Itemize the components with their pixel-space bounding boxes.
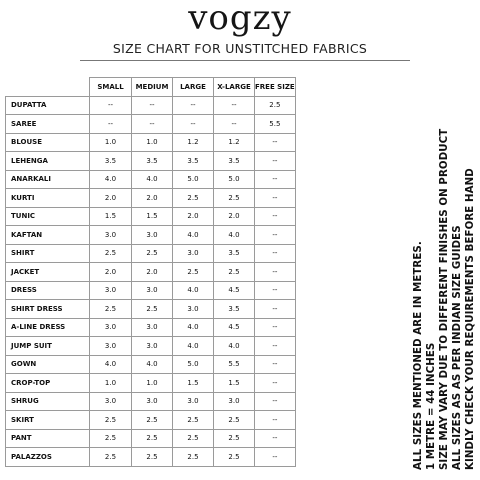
table-row	[6, 300, 296, 319]
table-cell: 2.5	[90, 300, 132, 319]
table-row	[6, 281, 296, 300]
row-label: PALAZZOS	[6, 448, 90, 467]
table-row	[6, 429, 296, 448]
table-cell: 2.5	[90, 429, 132, 448]
table-cell: 4.0	[90, 355, 132, 374]
table-cell: 4.5	[214, 318, 255, 337]
brand-logo: vogzy	[188, 0, 292, 38]
row-label: BLOUSE	[6, 133, 90, 152]
table-cell: 1.5	[173, 374, 214, 393]
table-cell: 1.5	[132, 207, 173, 226]
row-label: SAREE	[6, 115, 90, 134]
table-cell: 2.0	[132, 263, 173, 282]
table-cell: 3.5	[90, 152, 132, 171]
table-cell: --	[255, 429, 296, 448]
table-row	[6, 355, 296, 374]
table-cell: 2.5	[173, 411, 214, 430]
table-cell: 3.0	[132, 281, 173, 300]
table-cell: 3.5	[173, 152, 214, 171]
note-line: SIZE MAY VARY DUE TO DIFFERENT FINISHES ON PRODUCT	[439, 128, 450, 470]
row-label: DUPATTA	[6, 96, 90, 115]
table-cell: 3.0	[90, 337, 132, 356]
note-line: ALL SIZES AS AS PER INDIAN SIZE GUIDES	[452, 225, 463, 470]
table-cell: 2.0	[173, 207, 214, 226]
title-divider	[80, 60, 410, 61]
table-cell: --	[255, 411, 296, 430]
table-row	[6, 207, 296, 226]
table-cell: 3.0	[90, 281, 132, 300]
row-label: JACKET	[6, 263, 90, 282]
table-cell: 1.0	[90, 133, 132, 152]
note-line: 1 METRE = 44 INCHES	[426, 342, 437, 470]
table-cell: 3.0	[132, 318, 173, 337]
table-row	[6, 411, 296, 430]
table-cell: --	[132, 96, 173, 115]
table-cell: 3.0	[132, 337, 173, 356]
table-cell: 2.5	[255, 96, 296, 115]
table-cell: --	[90, 115, 132, 134]
table-row	[6, 152, 296, 171]
row-label: CROP-TOP	[6, 374, 90, 393]
table-cell: --	[255, 152, 296, 171]
table-cell: 3.0	[173, 392, 214, 411]
row-label: DRESS	[6, 281, 90, 300]
table-cell: --	[255, 337, 296, 356]
table-cell: 2.5	[214, 411, 255, 430]
row-label: TUNIC	[6, 207, 90, 226]
table-cell: 5.0	[214, 170, 255, 189]
table-cell: 1.5	[90, 207, 132, 226]
table-cell: 4.0	[90, 170, 132, 189]
table-row	[6, 318, 296, 337]
table-cell: 4.0	[132, 170, 173, 189]
column-header: X-LARGE	[214, 78, 255, 97]
table-cell: 2.5	[132, 429, 173, 448]
table-cell: 4.0	[132, 355, 173, 374]
table-row	[6, 96, 296, 115]
row-label: A-LINE DRESS	[6, 318, 90, 337]
table-cell: 2.5	[90, 244, 132, 263]
table-cell: 2.5	[173, 448, 214, 467]
table-cell: 2.5	[132, 448, 173, 467]
table-row	[6, 115, 296, 134]
table-cell: 4.0	[214, 226, 255, 245]
table-cell: --	[255, 207, 296, 226]
row-label: KAFTAN	[6, 226, 90, 245]
table-cell: 4.0	[173, 318, 214, 337]
table-cell: 3.0	[214, 392, 255, 411]
table-cell: --	[255, 318, 296, 337]
row-label: ANARKALI	[6, 170, 90, 189]
table-cell: 3.5	[214, 152, 255, 171]
table-row	[6, 392, 296, 411]
table-cell: 3.5	[214, 244, 255, 263]
table-cell: 1.2	[173, 133, 214, 152]
table-cell: --	[255, 392, 296, 411]
column-header: FREE SIZE	[255, 78, 296, 97]
table-cell: --	[255, 281, 296, 300]
row-label: PANT	[6, 429, 90, 448]
table-cell: --	[255, 355, 296, 374]
table-cell: 3.5	[132, 152, 173, 171]
table-cell: 5.5	[214, 355, 255, 374]
table-cell: 3.5	[214, 300, 255, 319]
table-cell: --	[255, 244, 296, 263]
table-cell: --	[173, 96, 214, 115]
table-cell: 1.0	[132, 133, 173, 152]
table-cell: 2.5	[173, 189, 214, 208]
table-cell: 2.5	[132, 300, 173, 319]
table-corner-cell	[6, 78, 90, 97]
table-header-row	[6, 78, 296, 97]
table-cell: --	[214, 115, 255, 134]
table-cell: --	[255, 170, 296, 189]
table-cell: --	[255, 263, 296, 282]
table-cell: 2.5	[90, 411, 132, 430]
table-cell: 4.5	[214, 281, 255, 300]
table-row	[6, 170, 296, 189]
note-line: ALL SIZES MENTIONED ARE IN METRES.	[413, 241, 424, 470]
table-row	[6, 189, 296, 208]
table-cell: 5.0	[173, 355, 214, 374]
column-header: MEDIUM	[132, 78, 173, 97]
table-cell: 2.5	[173, 263, 214, 282]
table-row	[6, 337, 296, 356]
table-cell: 2.5	[132, 244, 173, 263]
table-cell: 1.0	[90, 374, 132, 393]
table-cell: 2.5	[90, 448, 132, 467]
table-cell: 3.0	[90, 318, 132, 337]
table-cell: 3.0	[132, 226, 173, 245]
table-cell: 5.0	[173, 170, 214, 189]
notes-block	[412, 0, 480, 470]
table-cell: 2.5	[214, 263, 255, 282]
table-cell: 3.0	[132, 392, 173, 411]
table-row	[6, 263, 296, 282]
table-cell: 2.5	[132, 411, 173, 430]
size-chart-table	[5, 77, 296, 467]
table-cell: 1.2	[214, 133, 255, 152]
table-cell: --	[255, 300, 296, 319]
table-row	[6, 374, 296, 393]
table-row	[6, 244, 296, 263]
table-row	[6, 133, 296, 152]
table-cell: 4.0	[214, 337, 255, 356]
table-cell: 3.0	[173, 244, 214, 263]
table-cell: 4.0	[173, 226, 214, 245]
row-label: SHRUG	[6, 392, 90, 411]
row-label: JUMP SUIT	[6, 337, 90, 356]
table-cell: --	[255, 226, 296, 245]
table-cell: 1.5	[214, 374, 255, 393]
table-cell: 2.0	[90, 189, 132, 208]
row-label: GOWN	[6, 355, 90, 374]
row-label: LEHENGA	[6, 152, 90, 171]
table-cell: 2.5	[214, 429, 255, 448]
table-cell: --	[132, 115, 173, 134]
table-body	[6, 96, 296, 466]
table-cell: --	[255, 133, 296, 152]
table-cell: 1.0	[132, 374, 173, 393]
row-label: SKIRT	[6, 411, 90, 430]
table-cell: 3.0	[90, 392, 132, 411]
table-cell: --	[214, 96, 255, 115]
row-label: SHIRT	[6, 244, 90, 263]
note-line: KINDLY CHECK YOUR REQUIREMENTS BEFORE HAND	[465, 168, 476, 470]
table-cell: 2.5	[173, 429, 214, 448]
table-cell: 3.0	[173, 300, 214, 319]
column-header: LARGE	[173, 78, 214, 97]
table-cell: 5.5	[255, 115, 296, 134]
table-cell: --	[255, 189, 296, 208]
column-header: SMALL	[90, 78, 132, 97]
table-cell: --	[173, 115, 214, 134]
table-cell: 4.0	[173, 281, 214, 300]
page-title: SIZE CHART FOR UNSTITCHED FABRICS	[112, 41, 368, 56]
row-label: SHIRT DRESS	[6, 300, 90, 319]
table-cell: 2.5	[214, 448, 255, 467]
table-cell: --	[255, 448, 296, 467]
table-cell: 2.0	[132, 189, 173, 208]
row-label: KURTI	[6, 189, 90, 208]
table-cell: 2.0	[90, 263, 132, 282]
table-row	[6, 226, 296, 245]
table-cell: 2.0	[214, 207, 255, 226]
table-cell: 3.0	[90, 226, 132, 245]
table-cell: --	[90, 96, 132, 115]
table-cell: --	[255, 374, 296, 393]
table-cell: 4.0	[173, 337, 214, 356]
table-cell: 2.5	[214, 189, 255, 208]
table-row	[6, 448, 296, 467]
